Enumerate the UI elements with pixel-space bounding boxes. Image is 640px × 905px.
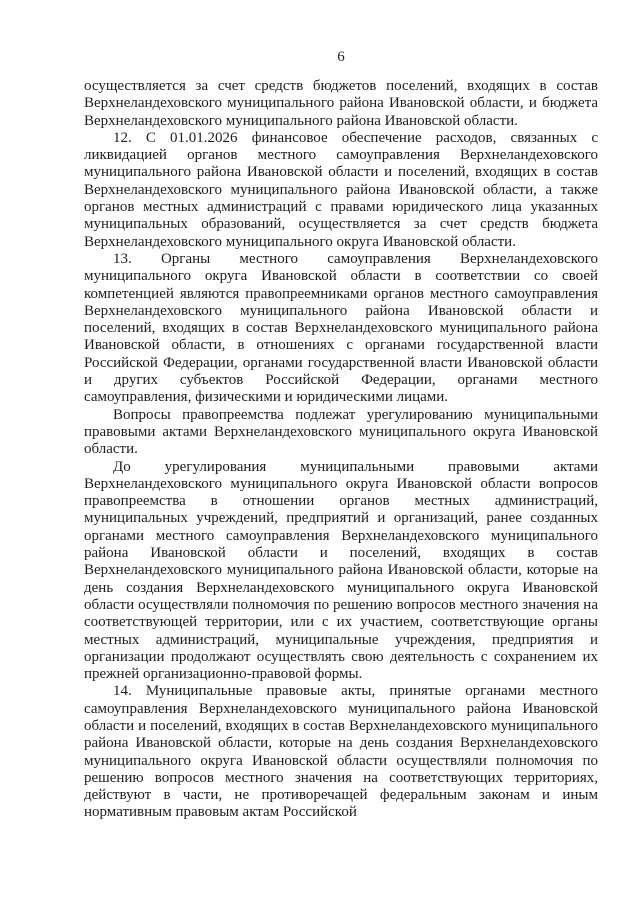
document-paragraph: Вопросы правопреемства подлежат урегулированию муниципальными правовыми актами Верхнеландеховского муниципального округа Ивановской области. — [84, 406, 598, 458]
page-number: 6 — [337, 49, 345, 65]
document-paragraph: 14. Муниципальные правовые акты, принятые органами местного самоуправления Верхнеландеховского муниципального района Ивановской области и поселений, входящих в состав Верхнеландеховского муниципального района Ивановской области, которые на день создания Верхнеландеховского муниципального округа Ивановской области осуществляли полномочия по решению вопросов местного значения на соответствующих территориях, действуют в части, не противоречащей федеральным законам и иным нормативным правовым актам Российской — [84, 683, 598, 821]
document-paragraph: 13. Органы местного самоуправления Верхнеландеховского муниципального округа Ивановской области в соответствии со своей компетенцией являются правопреемниками органов местного самоуправления Верхнеландеховского муниципального района Ивановской области и поселений, входящих в состав Верхнеландеховского муниципального района Ивановской области, в отношениях с органами государственной власти Российской Федерации, органами государственной власти Ивановской области и других субъектов Российской Федерации, органами местного самоуправления, физическими и юридическими лицами. — [84, 250, 598, 406]
document-paragraph: осуществляется за счет средств бюджетов поселений, входящих в состав Верхнеландеховского муниципального района Ивановской области, и бюджета Верхнеландеховского муниципального района Ивановской области. — [84, 78, 598, 129]
document-paragraph: 12. С 01.01.2026 финансовое обеспечение расходов, связанных с ликвидацией органов местного самоуправления Верхнеландеховского муниципального района Ивановской области и поселений, входящих в состав Верхнеландеховского муниципального района Ивановской области, а также органов местных администраций с правами юридического лица указанных муниципальных образований, осуществляется за счет средств бюджета Верхнеландеховского муниципального округа Ивановской области. — [84, 129, 598, 250]
document-paragraph: До урегулирования муниципальными правовыми актами Верхнеландеховского муниципального округа Ивановской области вопросов правопреемства в отношении органов местных администраций, муниципальных учреждений, предприятий и организаций, ранее созданных органами местного самоуправления Верхнеландеховского муниципального района Ивановской области и поселений, входящих в состав Верхнеландеховского муниципального района Ивановской области, которые на день создания Верхнеландеховского муниципального округа Ивановской области осуществляли полномочия по решению вопросов местного значения на соответствующей территории, или с их участием, соответствующие органы местных администраций, муниципальные учреждения, предприятия и организации продолжают осуществлять свою деятельность с сохранением их прежней организационно-правовой формы. — [84, 458, 598, 683]
document-body — [84, 78, 598, 822]
